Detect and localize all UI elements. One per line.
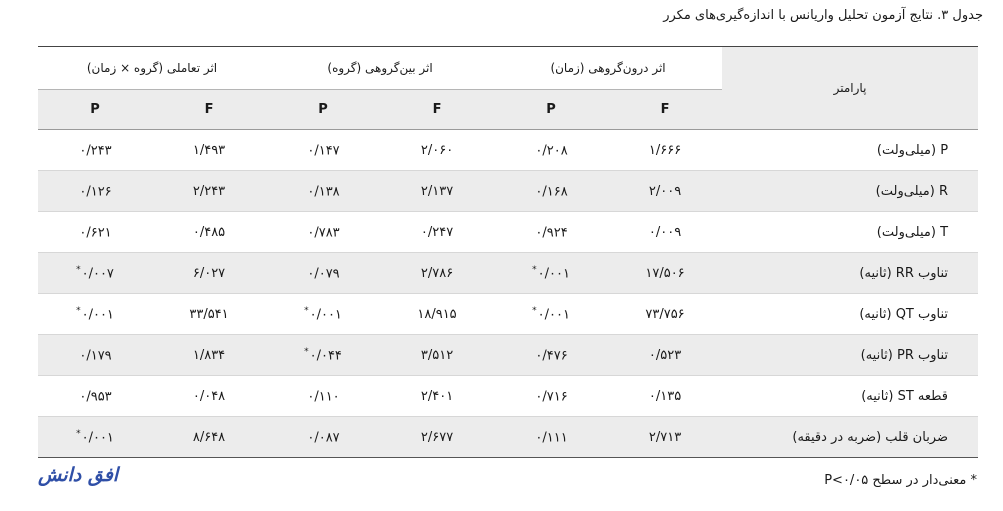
between-f-cell bbox=[380, 376, 494, 417]
anova-table-container bbox=[38, 46, 978, 458]
interaction-header: اثر تعاملی (گروه × زمان) bbox=[38, 47, 266, 90]
within-p-cell-value: ۰/۰۰۱ bbox=[537, 266, 570, 282]
table-caption: جدول ۳. نتایج آزمون تحلیل واریانس با اندازه‌گیری‌های مکرر bbox=[663, 8, 983, 23]
interaction-f-cell bbox=[152, 294, 266, 335]
within-f-cell-value: ۱/۶۶۶ bbox=[648, 142, 682, 158]
parameter-header: پارامتر bbox=[722, 47, 978, 130]
within-f-cell-value: ۰/۰۰۹ bbox=[648, 224, 682, 240]
significance-marker: * bbox=[76, 428, 81, 439]
between-f-cell bbox=[380, 130, 494, 171]
within-f-cell bbox=[608, 212, 722, 253]
table-row bbox=[38, 253, 978, 294]
between-f-cell-value: ۲/۴۰۱ bbox=[420, 388, 454, 404]
significance-marker: * bbox=[532, 305, 537, 316]
within-group-header: اثر درون‌گروهی (زمان) bbox=[494, 47, 722, 90]
parameter-cell bbox=[722, 212, 978, 253]
interaction-p-cell-value: ۰/۶۲۱ bbox=[79, 225, 112, 241]
interaction-p-cell bbox=[38, 335, 152, 376]
table-row bbox=[38, 376, 978, 417]
interaction-f-header: F bbox=[152, 90, 266, 130]
table-body bbox=[38, 130, 978, 458]
within-f-cell-value: ۰/۵۲۳ bbox=[648, 347, 682, 363]
journal-logo: افق دانش bbox=[38, 464, 119, 486]
within-p-cell bbox=[494, 294, 608, 335]
parameter-cell-value: تناوب PR (ثانیه) bbox=[860, 347, 949, 363]
between-f-cell bbox=[380, 212, 494, 253]
within-p-header: P bbox=[494, 90, 608, 130]
table-row bbox=[38, 417, 978, 458]
within-p-cell-value: ۰/۰۰۱ bbox=[537, 307, 570, 323]
interaction-f-cell bbox=[152, 417, 266, 458]
parameter-cell-value: ضربان قلب (ضربه در دقیقه) bbox=[792, 429, 949, 445]
between-p-cell bbox=[266, 417, 380, 458]
interaction-f-cell bbox=[152, 376, 266, 417]
within-f-cell-value: ۲/۰۰۹ bbox=[648, 183, 682, 199]
within-p-cell-value: ۰/۴۷۶ bbox=[535, 348, 568, 364]
within-p-cell bbox=[494, 171, 608, 212]
within-f-cell bbox=[608, 253, 722, 294]
between-group-header: اثر بین‌گروهی (گروه) bbox=[266, 47, 494, 90]
significance-marker: * bbox=[76, 264, 81, 275]
interaction-p-cell bbox=[38, 376, 152, 417]
between-f-cell-value: ۲/۱۳۷ bbox=[420, 183, 454, 199]
interaction-p-cell bbox=[38, 253, 152, 294]
table-row bbox=[38, 335, 978, 376]
between-p-cell-value: ۰/۰۰۱ bbox=[309, 307, 342, 323]
between-f-cell-value: ۰/۲۴۷ bbox=[420, 224, 454, 240]
significance-footnote: * معنی‌دار در سطح P<۰/۰۵ bbox=[824, 473, 977, 488]
within-f-cell bbox=[608, 335, 722, 376]
table-row bbox=[38, 294, 978, 335]
interaction-f-cell-value: ۲/۲۴۳ bbox=[192, 183, 226, 199]
between-f-cell-value: ۳/۵۱۲ bbox=[420, 347, 454, 363]
within-p-cell-value: ۰/۹۲۴ bbox=[535, 225, 568, 241]
parameter-cell-value: P (میلی‌ولت) bbox=[876, 142, 949, 158]
interaction-p-cell bbox=[38, 130, 152, 171]
parameter-cell bbox=[722, 130, 978, 171]
parameter-cell-value: تناوب QT (ثانیه) bbox=[859, 306, 949, 322]
significance-marker: * bbox=[304, 305, 309, 316]
between-p-cell bbox=[266, 335, 380, 376]
within-p-cell-value: ۰/۷۱۶ bbox=[535, 389, 568, 405]
interaction-p-cell-value: ۰/۰۰۷ bbox=[81, 266, 114, 282]
between-f-cell bbox=[380, 417, 494, 458]
between-p-cell-value: ۰/۱۱۰ bbox=[307, 389, 340, 405]
between-p-cell bbox=[266, 294, 380, 335]
between-p-cell-value: ۰/۰۷۹ bbox=[307, 266, 340, 282]
between-p-cell bbox=[266, 130, 380, 171]
table-row bbox=[38, 130, 978, 171]
parameter-cell bbox=[722, 335, 978, 376]
interaction-f-cell-value: ۰/۰۴۸ bbox=[192, 388, 226, 404]
interaction-p-cell bbox=[38, 212, 152, 253]
interaction-f-cell-value: ۰/۴۸۵ bbox=[192, 224, 226, 240]
parameter-cell bbox=[722, 417, 978, 458]
within-f-cell-value: ۰/۱۳۵ bbox=[648, 388, 682, 404]
table-row bbox=[38, 171, 978, 212]
interaction-f-cell-value: ۶/۰۲۷ bbox=[192, 265, 226, 281]
parameter-cell bbox=[722, 376, 978, 417]
within-f-cell-value: ۲/۷۱۳ bbox=[648, 429, 682, 445]
interaction-f-cell-value: ۱/۴۹۳ bbox=[192, 142, 226, 158]
between-f-cell-value: ۲/۰۶۰ bbox=[420, 142, 454, 158]
interaction-p-cell-value: ۰/۰۰۱ bbox=[81, 307, 114, 323]
within-p-cell bbox=[494, 253, 608, 294]
between-p-cell-value: ۰/۷۸۳ bbox=[307, 225, 340, 241]
parameter-cell-value: تناوب RR (ثانیه) bbox=[859, 265, 949, 281]
interaction-f-cell-value: ۱/۸۳۴ bbox=[192, 347, 226, 363]
parameter-cell bbox=[722, 171, 978, 212]
between-f-cell bbox=[380, 335, 494, 376]
between-f-cell-value: ۲/۶۷۷ bbox=[420, 429, 454, 445]
interaction-p-cell-value: ۰/۹۵۳ bbox=[79, 389, 112, 405]
interaction-f-cell-value: ۳۳/۵۴۱ bbox=[189, 306, 229, 322]
significance-marker: * bbox=[76, 305, 81, 316]
within-f-cell bbox=[608, 294, 722, 335]
between-p-cell-value: ۰/۰۸۷ bbox=[307, 430, 340, 446]
between-f-cell bbox=[380, 253, 494, 294]
between-p-cell-value: ۰/۰۴۴ bbox=[309, 348, 342, 364]
interaction-p-cell bbox=[38, 171, 152, 212]
within-p-cell-value: ۰/۲۰۸ bbox=[535, 143, 568, 159]
within-f-cell bbox=[608, 417, 722, 458]
anova-results-table bbox=[38, 46, 978, 458]
within-f-cell bbox=[608, 376, 722, 417]
between-f-cell-value: ۲/۷۸۶ bbox=[420, 265, 454, 281]
interaction-p-cell bbox=[38, 417, 152, 458]
within-p-cell bbox=[494, 212, 608, 253]
parameter-cell bbox=[722, 253, 978, 294]
interaction-p-cell bbox=[38, 294, 152, 335]
significance-marker: * bbox=[532, 264, 537, 275]
between-p-cell bbox=[266, 212, 380, 253]
between-f-cell bbox=[380, 294, 494, 335]
within-p-cell bbox=[494, 376, 608, 417]
interaction-f-cell-value: ۸/۶۴۸ bbox=[192, 429, 226, 445]
between-p-cell-value: ۰/۱۳۸ bbox=[307, 184, 340, 200]
interaction-f-cell bbox=[152, 130, 266, 171]
interaction-f-cell bbox=[152, 212, 266, 253]
between-f-header: F bbox=[380, 90, 494, 130]
interaction-f-cell bbox=[152, 335, 266, 376]
interaction-p-header: P bbox=[38, 90, 152, 130]
within-p-cell-value: ۰/۱۶۸ bbox=[535, 184, 568, 200]
interaction-p-cell-value: ۰/۲۴۳ bbox=[79, 143, 112, 159]
parameter-cell bbox=[722, 294, 978, 335]
within-f-cell-value: ۷۳/۷۵۶ bbox=[645, 306, 685, 322]
parameter-cell-value: R (میلی‌ولت) bbox=[875, 183, 949, 199]
between-p-cell bbox=[266, 253, 380, 294]
between-f-cell-value: ۱۸/۹۱۵ bbox=[417, 306, 457, 322]
parameter-cell-value: قطعه ST (ثانیه) bbox=[861, 388, 949, 404]
within-p-cell-value: ۰/۱۱۱ bbox=[535, 430, 568, 446]
within-f-cell bbox=[608, 171, 722, 212]
between-p-cell-value: ۰/۱۴۷ bbox=[307, 143, 340, 159]
significance-marker: * bbox=[304, 346, 309, 357]
between-p-cell bbox=[266, 171, 380, 212]
within-p-cell bbox=[494, 417, 608, 458]
within-p-cell bbox=[494, 335, 608, 376]
within-p-cell bbox=[494, 130, 608, 171]
interaction-p-cell-value: ۰/۱۲۶ bbox=[79, 184, 112, 200]
interaction-p-cell-value: ۰/۰۰۱ bbox=[81, 430, 114, 446]
between-f-cell bbox=[380, 171, 494, 212]
interaction-p-cell-value: ۰/۱۷۹ bbox=[79, 348, 112, 364]
between-p-cell bbox=[266, 376, 380, 417]
within-f-cell-value: ۱۷/۵۰۶ bbox=[645, 265, 685, 281]
within-f-cell bbox=[608, 130, 722, 171]
within-f-header: F bbox=[608, 90, 722, 130]
interaction-f-cell bbox=[152, 253, 266, 294]
table-row bbox=[38, 212, 978, 253]
between-p-header: P bbox=[266, 90, 380, 130]
interaction-f-cell bbox=[152, 171, 266, 212]
header-row-groups bbox=[38, 47, 978, 90]
parameter-cell-value: T (میلی‌ولت) bbox=[876, 224, 949, 240]
